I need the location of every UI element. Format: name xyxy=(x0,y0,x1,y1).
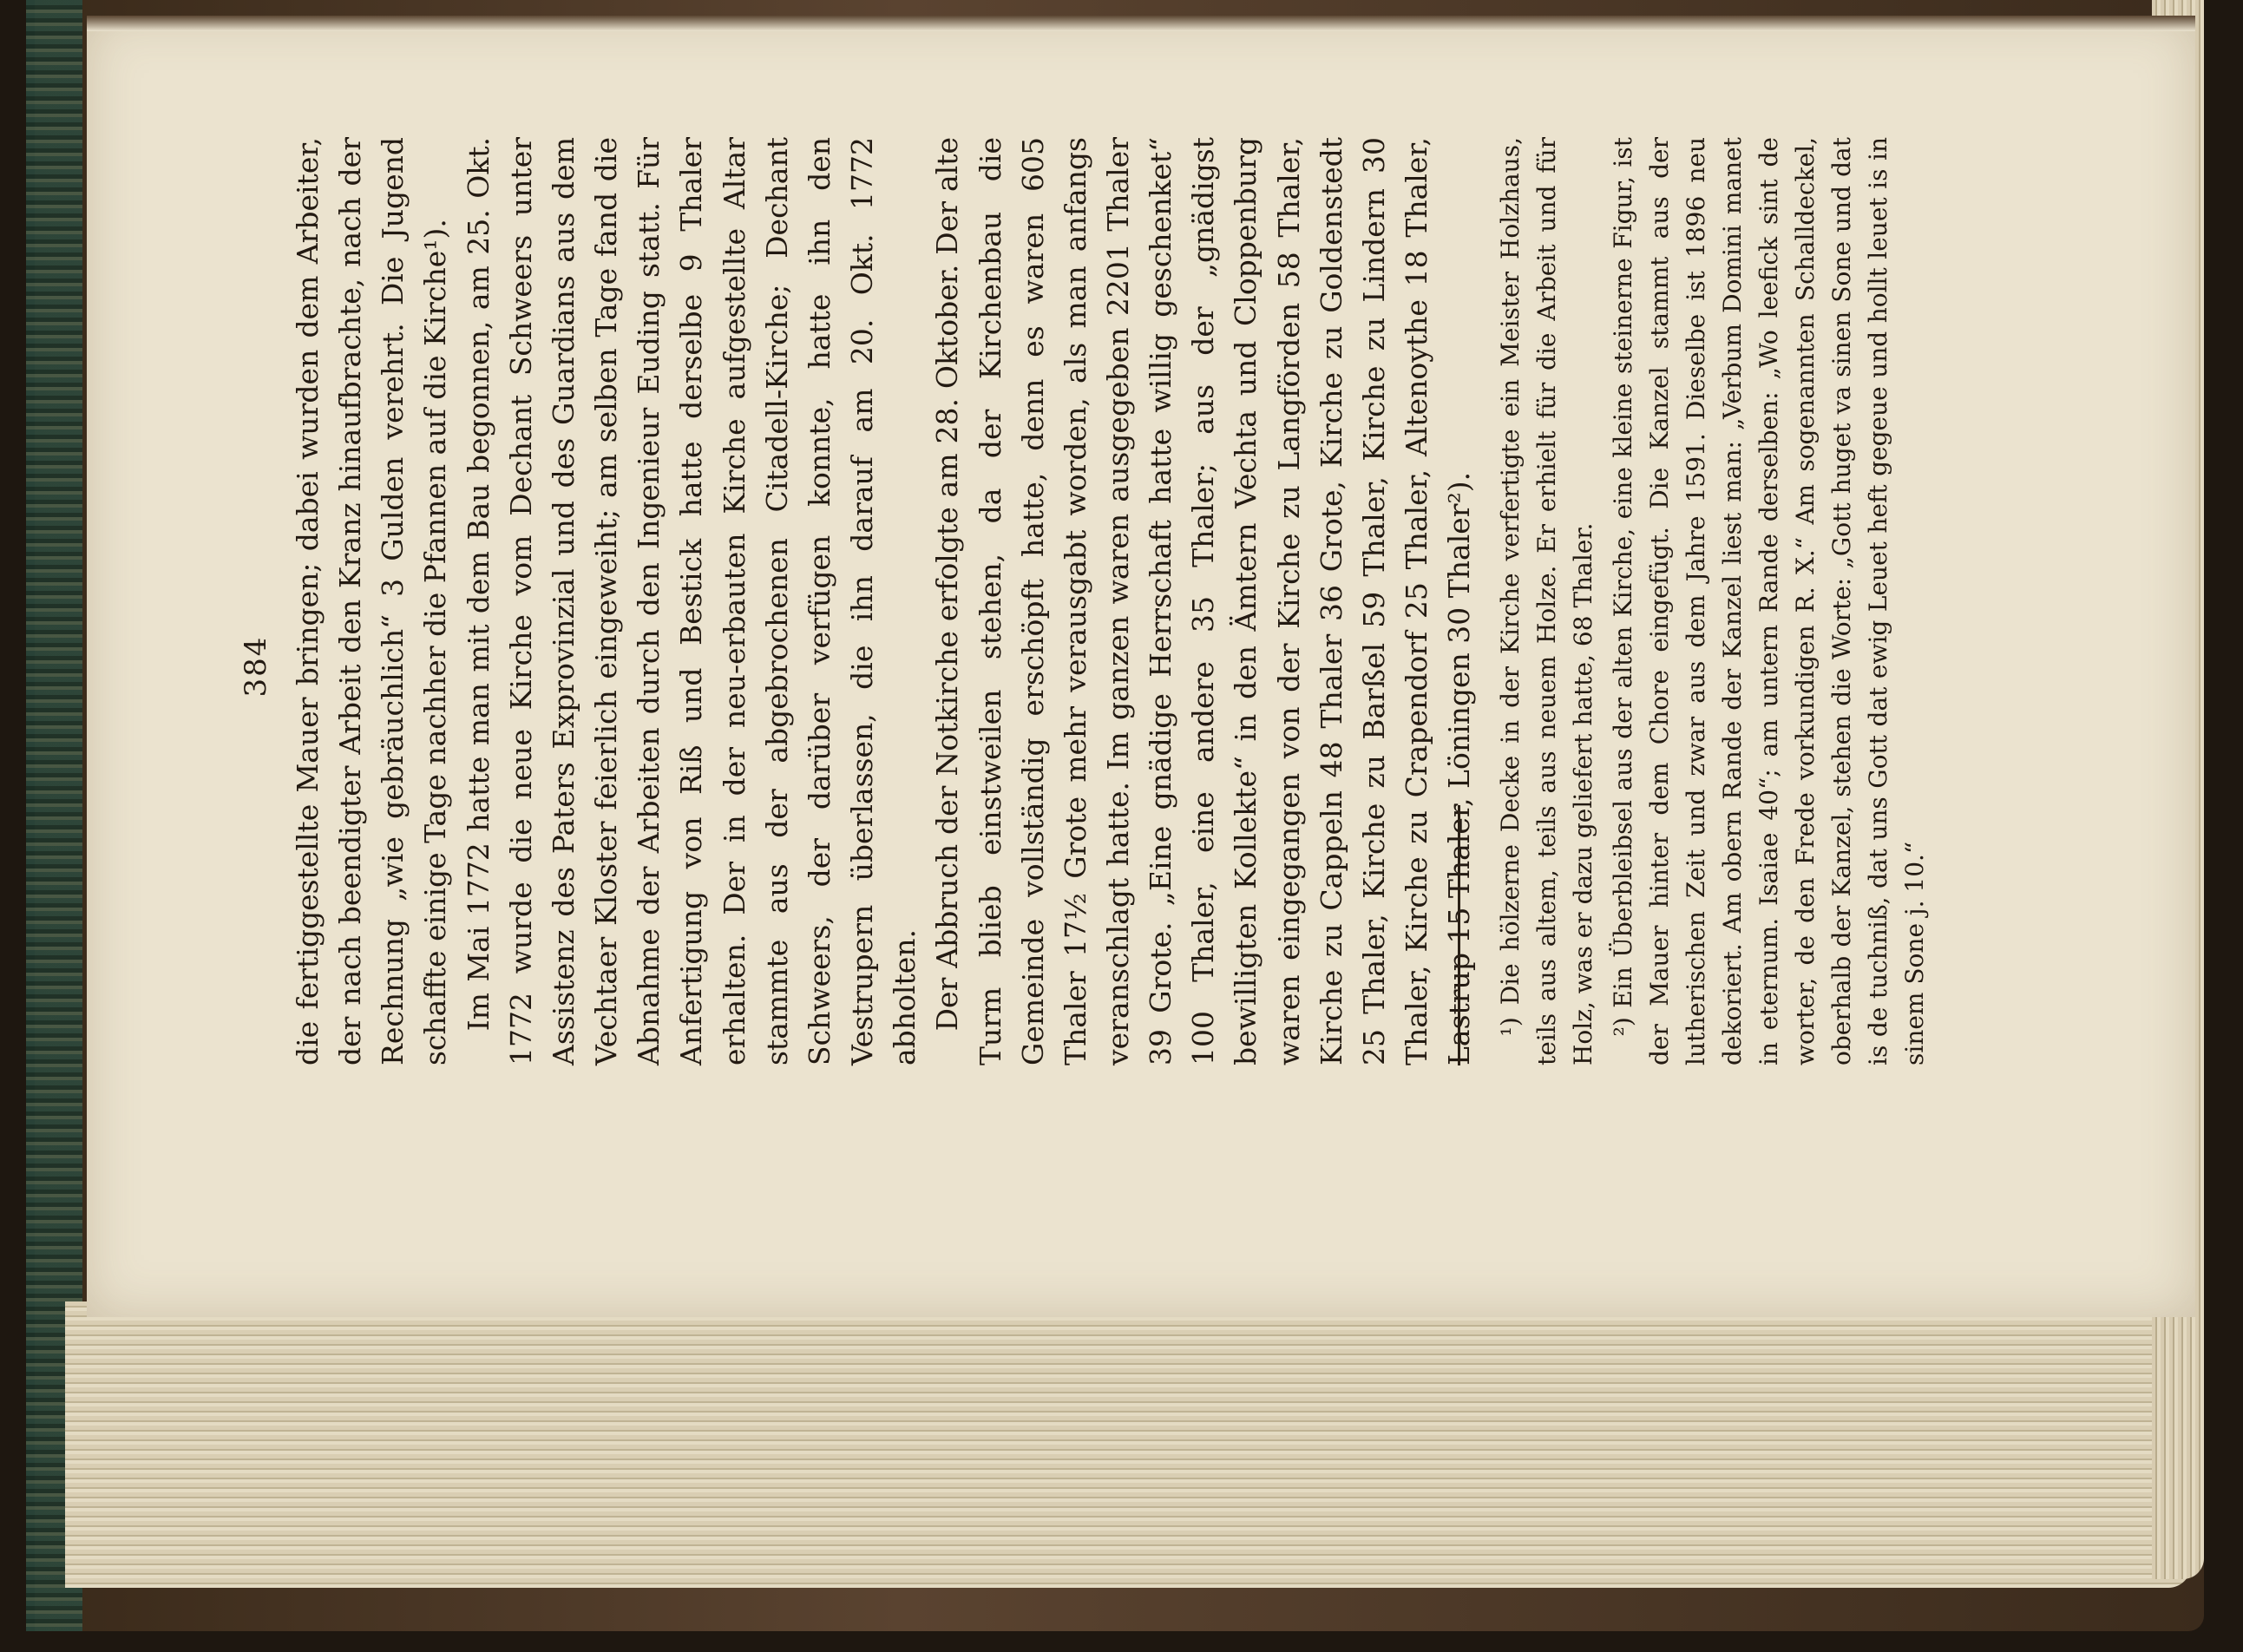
rotated-text-frame xyxy=(87,16,2195,1317)
paragraph: Der Abbruch der Notkirche erfolgte am 28. Oktober. Der alte Turm blieb einstweilen stehen, da der Kirchenbau die Gemeinde vollständig erschöpft hatte, denn es waren 605 Thaler 17½ Grote mehr verausgabt worden, als man anfangs veranschlagt hatte. Im ganzen waren ausgegeben 2201 Thaler 39 Grote. „Eine gnädige Herrschaft hatte willig geschenket“ 100 Thaler, eine andere 35 Thaler; aus der „gnädigst bewilligten Kollekte“ in den Ämtern Vechta und Cloppenburg waren eingegangen von der Kirche zu Langförden 58 Thaler, Kirche zu Cappeln 48 Thaler 36 Grote, Kirche zu Goldenstedt 25 Thaler, Kirche zu Barßel 59 Thaler, Kirche zu Lindern 30 Thaler, Kirche zu Crapendorf 25 Thaler, Altenoythe 18 Thaler, Lastrup 15 Thaler, Löningen 30 Thaler²). xyxy=(930,137,1477,1065)
paragraph: die fertiggestellte Mauer bringen; dabei wurden dem Arbeiter, der nach beendigter Arbeit den Kranz hinaufbrachte, nach der Rechnung „wie gebräuchlich“ 3 Gulden verehrt. Die Jugend schaffte einige Tage nachher die Pfannen auf die Kirche¹). xyxy=(291,137,453,1065)
book-page xyxy=(87,16,2195,1317)
page-number: 384 xyxy=(239,635,273,698)
body-text xyxy=(286,137,1480,1065)
footnotes xyxy=(1492,137,1937,1065)
page-edges-bottom xyxy=(65,1301,2191,1588)
footnote: ¹) Die hölzerne Decke in der Kirche verfertigte ein Meister Holzhaus, teils aus altem, teils aus neuem Holze. Er erhielt für die Arbeit und für Holz, was er dazu geliefert hatte, 68 Thaler. xyxy=(1496,137,1597,1065)
footnote-rule xyxy=(1458,805,1460,1065)
footnote: ²) Ein Überbleibsel aus der alten Kirche, eine kleine steinerne Figur, ist der Mauer hinter dem Chore eingefügt. Die Kanzel stammt aus der lutherischen Zeit und zwar aus dem Jahre 1591. Dieselbe ist 1896 neu dekoriert. Am obern Rande der Kanzel liest man: „Verbum Domini manet in eternum. Isaiae 40“; am untern Rande derselben: „Wo leefick sint de worter, de den Frede vorkundigen R. X.“ Am sogenannten Schalldeckel, oberhalb der Kanzel, stehen die Worte: „Gott huget va sinen Sone und dat is de tuchniß, dat uns Gott dat ewig Leuet heft gegeue und hollt leuet is in sinem Sone j. 10.“ xyxy=(1609,137,1929,1065)
paragraph: Im Mai 1772 hatte man mit dem Bau begonnen, am 25. Okt. 1772 wurde die neue Kirche vom Dechant Schweers unter Assistenz des Paters Exprovinzial und des Guardians aus dem Vechtaer Kloster feierlich eingeweiht; am selben Tage fand die Abnahme der Arbeiten durch den Ingenieur Euding statt. Für Anfertigung von Riß und Bestick hatte derselbe 9 Thaler erhalten. Der in der neu-erbauten Kirche aufgestellte Altar stammte aus der abgebrochenen Citadell-Kirche; Dechant Schweers, der darüber verfügen konnte, hatte ihn den Vestrupern überlassen, die ihn darauf am 20. Okt. 1772 abholten. xyxy=(461,137,922,1065)
